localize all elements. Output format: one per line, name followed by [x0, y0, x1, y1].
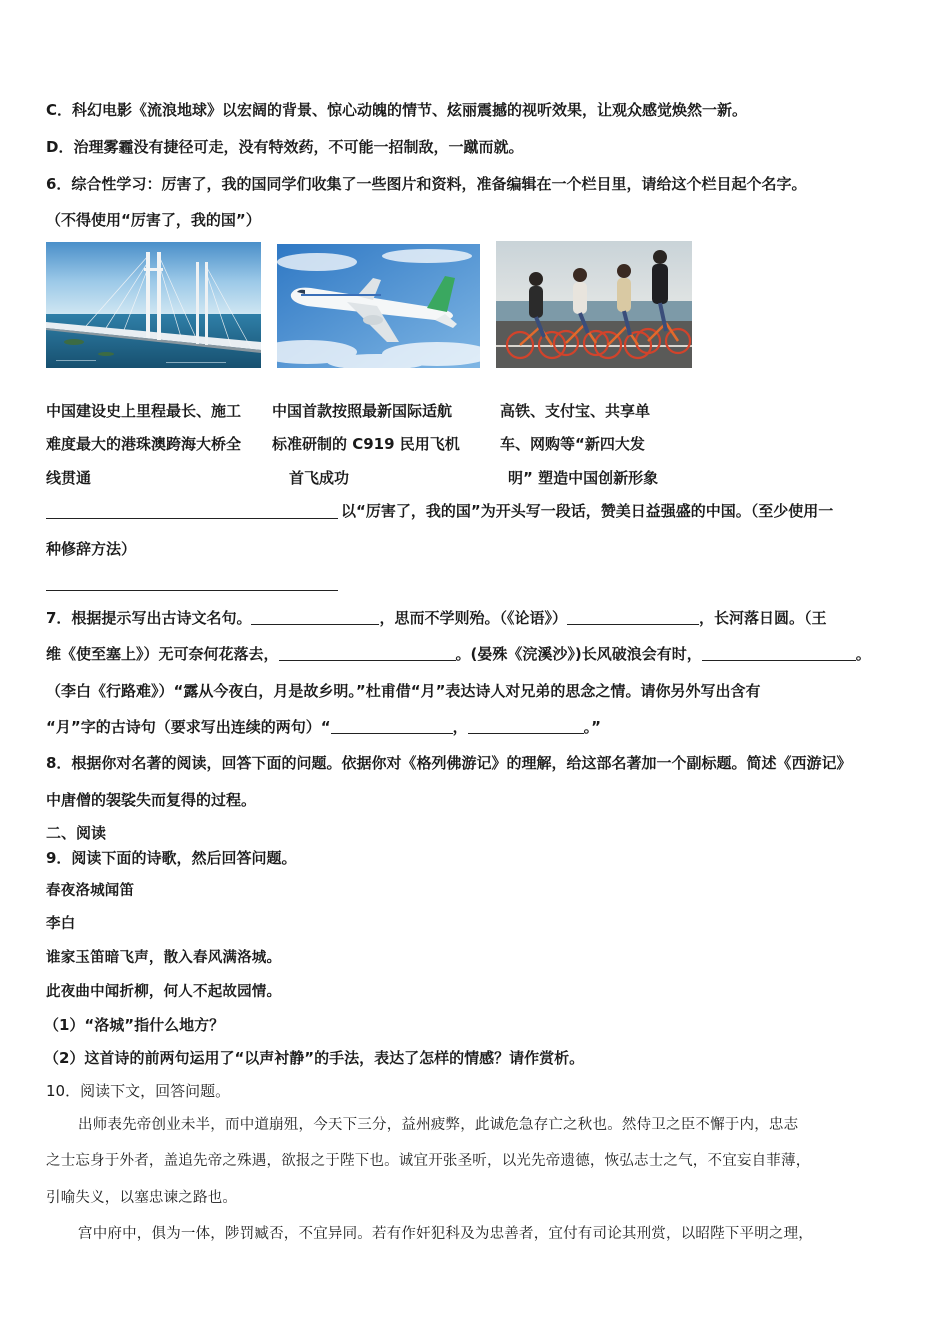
- passage-para1-line3: 引喻失义，以塞忠谏之路也。: [46, 1190, 238, 1206]
- bikes-photo-svg: [496, 241, 692, 368]
- q7-blank-1[interactable]: [251, 609, 379, 625]
- option-c-label: C．: [46, 101, 73, 119]
- q7-text-4: 维《使至塞上》）无可奈何花落去，: [46, 645, 279, 663]
- poem-verse-1: 谁家玉笛暗飞声，散入春风满洛城。: [46, 949, 282, 966]
- q6-line2: （不得使用“厉害了，我的国”）: [46, 211, 261, 229]
- caption-plane-3: 首飞成功: [289, 469, 350, 487]
- shared-bikes-photo: [496, 241, 692, 368]
- q7-text-6: 。: [855, 645, 871, 663]
- q7-line4: [46, 717, 601, 737]
- q7-text-8: ，: [452, 718, 468, 736]
- q7-line1: [46, 608, 826, 628]
- option-c: [46, 100, 747, 120]
- caption-bikes-1: 高铁、支付宝、共享单: [500, 402, 651, 420]
- q8-line2: 中唐僧的袈裟失而复得的过程。: [46, 791, 257, 809]
- q9-intro: 9．阅读下面的诗歌，然后回答问题。: [46, 849, 297, 867]
- option-d-text: 治理雾霾没有捷径可走，没有特效药，不可能一招制敌，一蹴而就。: [73, 138, 524, 156]
- poem-verse-2: 此夜曲中闻折柳，何人不起故园情。: [46, 983, 282, 1000]
- q7-blank-5[interactable]: [331, 718, 453, 734]
- q7-blank-6[interactable]: [468, 718, 584, 734]
- q7-blank-3[interactable]: [279, 645, 456, 661]
- q9-sub-2: （2）这首诗的前两句运用了“以声衬静”的手法，表达了怎样的情感？请作赏析。: [44, 1049, 585, 1067]
- q7-blank-2[interactable]: [567, 609, 699, 625]
- q7-text-2: ，思而不学则殆。（《论语》）: [379, 609, 567, 627]
- c919-airplane-photo: [277, 244, 480, 368]
- caption-bridge-3: 线贯通: [46, 469, 92, 487]
- q7-line2: [46, 644, 871, 664]
- q9-sub-1: （1）“洛城”指什么地方？: [44, 1016, 225, 1034]
- poem-title: 春夜洛城闻笛: [46, 882, 135, 899]
- passage-para2-line1: 宫中府中，俱为一体，陟罚臧否，不宜异同。若有作奸犯科及为忠善者，宜付有司论其刑赏，以昭陛下平明之理，: [78, 1226, 813, 1242]
- q7-blank-4[interactable]: [702, 645, 856, 661]
- paragraph-answer-line[interactable]: [46, 589, 338, 591]
- q6-prompt-b: 种修辞方法）: [46, 540, 137, 558]
- poem-author: 李白: [46, 915, 76, 932]
- column-name-answer-line[interactable]: [46, 517, 338, 519]
- q7-intro: 7．根据提示写出古诗文名句。: [46, 609, 252, 627]
- caption-bikes-3: 明” 塑造中国创新形象: [508, 469, 659, 487]
- bridge-photo: [46, 242, 261, 368]
- q6-line1: 6．综合性学习：厉害了，我的国同学们收集了一些图片和资料，准备编辑在一个栏目里，请给这个栏目起个名字。: [46, 175, 807, 193]
- q7-text-5: 。(晏殊《浣溪沙》)长风破浪会有时，: [455, 645, 702, 663]
- q10-intro: 10．阅读下文，回答问题。: [46, 1082, 231, 1100]
- option-d-label: D．: [46, 138, 74, 156]
- q7-line3: （李白《行路难》）“露从今夜白，月是故乡明。”杜甫借“月”表达诗人对兄弟的思念之情。请你另外写出含有: [46, 682, 761, 700]
- passage-para1-line1: 出师表先帝创业未半，而中道崩殂，今天下三分，益州疲弊，此诚危急存亡之秋也。然侍卫之臣不懈于内，忠志: [78, 1117, 799, 1133]
- option-d: [46, 137, 523, 157]
- caption-bridge-2: 难度最大的港珠澳跨海大桥全: [46, 435, 242, 453]
- q7-text-9: 。”: [583, 718, 601, 736]
- q6-prompt-a: 以“厉害了，我的国”为开头写一段话，赞美日益强盛的中国。（至少使用一: [341, 502, 834, 520]
- caption-bikes-2: 车、网购等“新四大发: [500, 435, 645, 453]
- passage-para1-line2: 之士忘身于外者，盖追先帝之殊遇，欲报之于陛下也。诚宜开张圣听，以光先帝遗德，恢弘志士之气，不宜妄自菲薄，: [46, 1153, 811, 1169]
- q7-text-3: ，长河落日圆。（王: [698, 609, 827, 627]
- caption-plane-1: 中国首款按照最新国际适航: [272, 402, 453, 420]
- bridge-photo-svg: [46, 242, 261, 368]
- option-c-text: 科幻电影《流浪地球》以宏阔的背景、惊心动魄的情节、炫丽震撼的视听效果，让观众感觉焕然一新。: [72, 101, 748, 119]
- q7-text-7: “月”字的古诗句（要求写出连续的两句）“: [46, 718, 331, 736]
- q8-line1: 8．根据你对名著的阅读，回答下面的问题。依据你对《格列佛游记》的理解，给这部名著加一个副标题。简述《西游记》: [46, 754, 852, 772]
- section-reading-heading: 二、阅读: [46, 824, 107, 842]
- airplane-photo-svg: [277, 244, 480, 368]
- caption-bridge-1: 中国建设史上里程最长、施工: [46, 402, 242, 420]
- caption-plane-2: 标准研制的 C919 民用飞机: [272, 435, 460, 453]
